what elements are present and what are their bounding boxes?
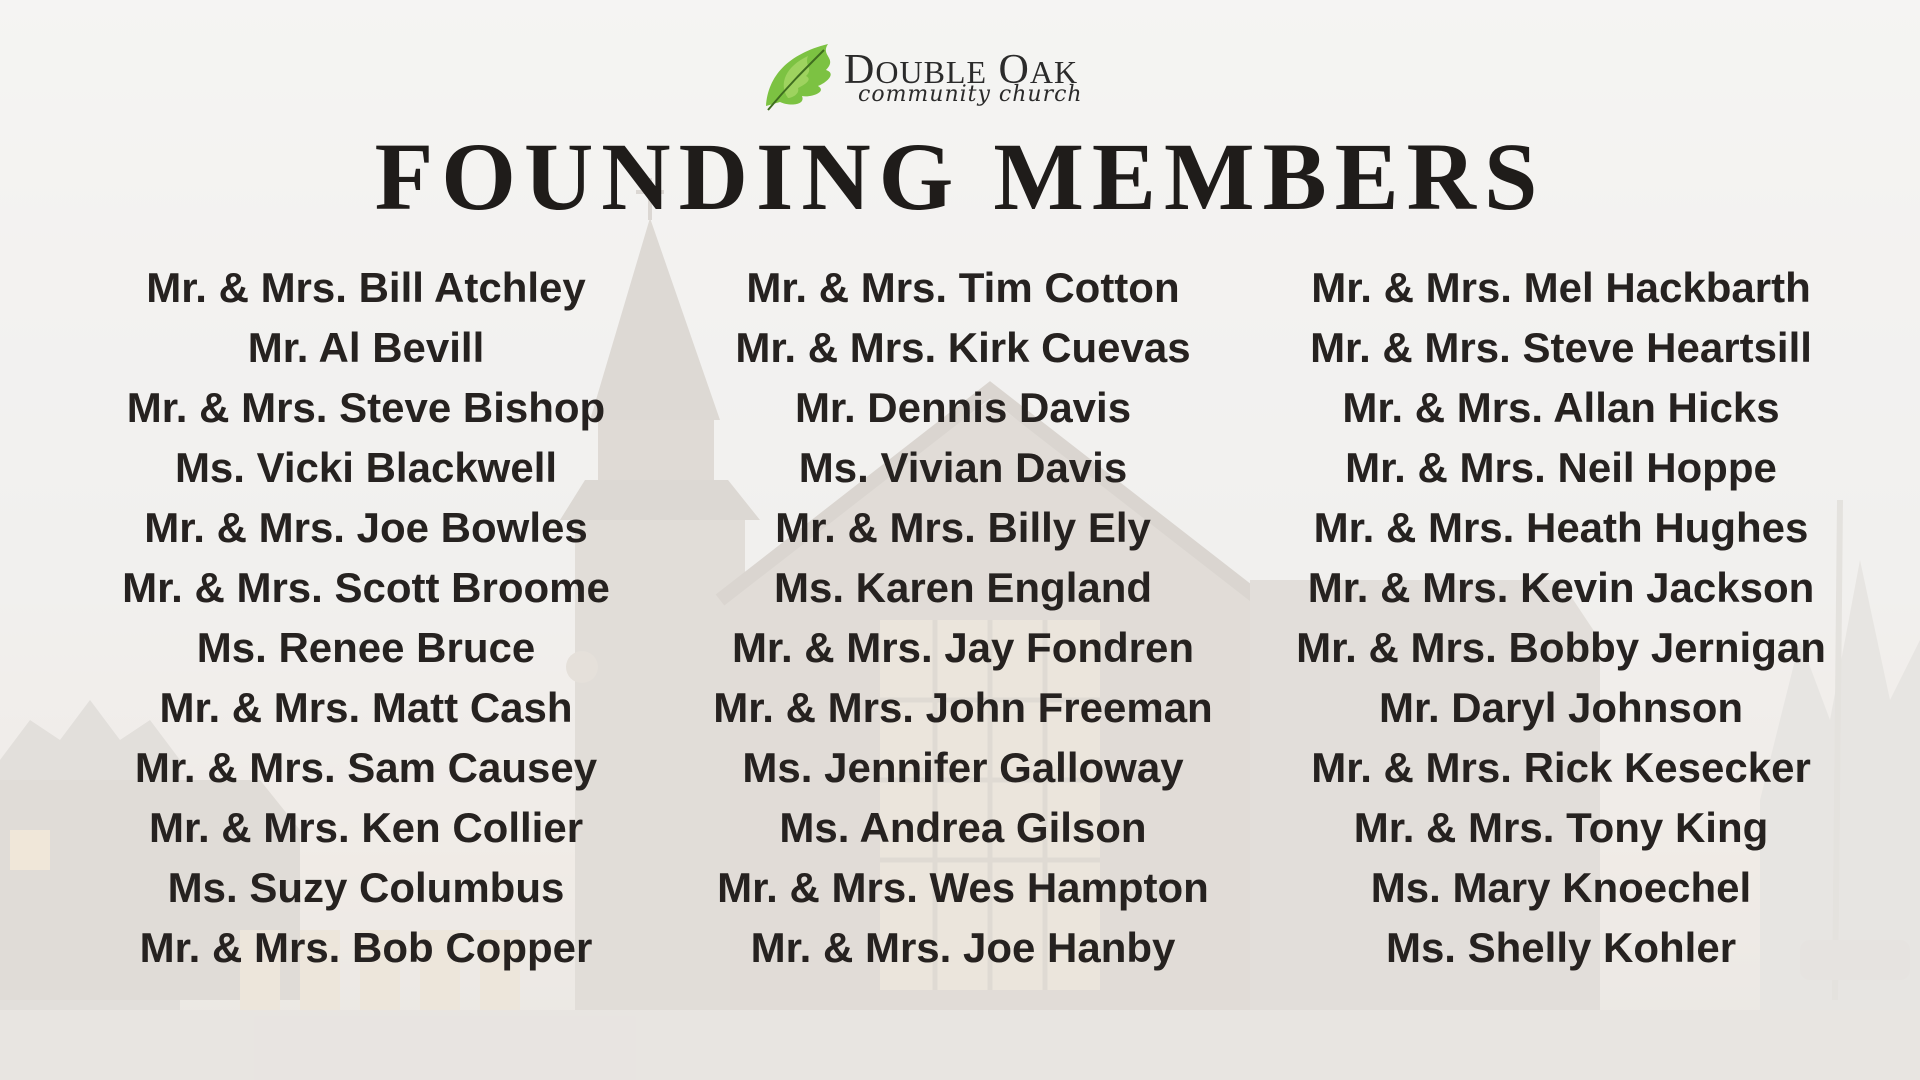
church-logo [758, 36, 1178, 118]
member-name: Mr. Al Bevill [247, 324, 485, 371]
member-name: Mr. & Mrs. Heath Hughes [1313, 504, 1809, 551]
member-name: Mr. & Mrs. Billy Ely [775, 504, 1151, 551]
member-name: Ms. Jennifer Galloway [742, 744, 1184, 791]
member-name: Ms. Andrea Gilson [779, 804, 1147, 851]
member-name: Mr. & Mrs. Mel Hackbarth [1311, 264, 1811, 311]
member-name: Ms. Vicki Blackwell [174, 444, 558, 491]
member-name: Mr. & Mrs. Allan Hicks [1342, 384, 1780, 431]
logo-wordmark: DOUBLE OAK [844, 47, 1079, 93]
member-name: Mr. & Mrs. Joe Bowles [144, 504, 588, 551]
member-name: Mr. Daryl Johnson [1378, 684, 1744, 731]
members-column-2 [653, 258, 1273, 978]
member-name: Mr. & Mrs. Bill Atchley [146, 264, 586, 311]
member-name: Mr. & Mrs. Tim Cotton [746, 264, 1180, 311]
member-name: Ms. Vivian Davis [798, 444, 1128, 491]
member-name: Ms. Shelly Kohler [1385, 924, 1737, 971]
members-list [0, 258, 1920, 978]
member-name: Mr. & Mrs. Joe Hanby [750, 924, 1176, 971]
logo-subtitle: community church [858, 82, 1083, 107]
member-name: Mr. Dennis Davis [794, 384, 1132, 431]
member-name: Mr. & Mrs. Neil Hoppe [1345, 444, 1777, 491]
member-name: Ms. Mary Knoechel [1370, 864, 1752, 911]
member-name: Ms. Renee Bruce [196, 624, 536, 671]
members-column-1 [56, 258, 676, 978]
member-name: Mr. & Mrs. Scott Broome [122, 564, 610, 611]
member-name: Mr. & Mrs. Steve Heartsill [1310, 324, 1812, 371]
member-name: Mr. & Mrs. Bob Copper [139, 924, 593, 971]
members-column-3 [1251, 258, 1871, 978]
page-title: FOUNDING MEMBERS [374, 123, 1546, 230]
member-name: Mr. & Mrs. Kirk Cuevas [735, 324, 1191, 371]
member-name: Mr. & Mrs. Sam Causey [134, 744, 598, 791]
member-name: Mr. & Mrs. Ken Collier [148, 804, 584, 851]
member-name: Ms. Karen England [773, 564, 1153, 611]
member-name: Mr. & Mrs. Wes Hampton [717, 864, 1209, 911]
member-name: Mr. & Mrs. Bobby Jernigan [1296, 624, 1826, 671]
oak-leaf-icon [758, 36, 848, 116]
member-name: Ms. Suzy Columbus [167, 864, 565, 911]
member-name: Mr. & Mrs. Kevin Jackson [1307, 564, 1815, 611]
member-name: Mr. & Mrs. Rick Kesecker [1311, 744, 1811, 791]
member-name: Mr. & Mrs. Steve Bishop [126, 384, 606, 431]
member-name: Mr. & Mrs. John Freeman [713, 684, 1213, 731]
member-name: Mr. & Mrs. Matt Cash [159, 684, 573, 731]
member-name: Mr. & Mrs. Jay Fondren [731, 624, 1195, 671]
member-name: Mr. & Mrs. Tony King [1353, 804, 1769, 851]
